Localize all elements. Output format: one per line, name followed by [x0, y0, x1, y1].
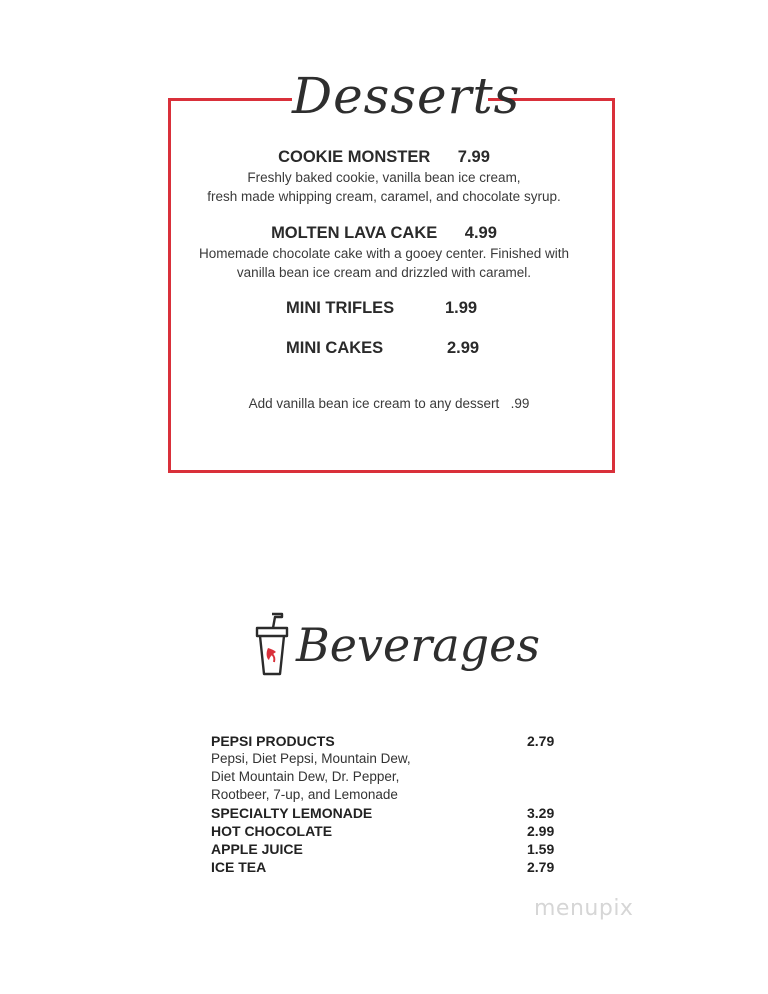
dessert-item-molten-lava-cake — [0, 224, 768, 282]
dessert-name-mini-cakes: MINI CAKES — [286, 339, 384, 357]
beverage-row-specialty-lemonade — [211, 804, 571, 822]
beverage-row-ice-tea — [211, 858, 571, 876]
beverage-name: APPLE JUICE — [211, 841, 303, 857]
beverages-list — [211, 732, 571, 876]
beverage-price: 1.59 — [527, 841, 555, 857]
dessert-price: 4.99 — [464, 224, 497, 242]
beverage-row-hot-chocolate — [211, 822, 571, 840]
beverages-title: Beverages — [296, 618, 540, 672]
dessert-description-line: Homemade chocolate cake with a gooey center. Finished with — [199, 246, 569, 261]
desserts-title: Desserts — [292, 56, 488, 136]
beverage-description-line: Pepsi, Diet Pepsi, Mountain Dew, — [211, 751, 411, 766]
beverage-price: 2.79 — [527, 733, 555, 749]
beverage-row-apple-juice — [211, 840, 571, 858]
beverage-name: SPECIALTY LEMONADE — [211, 805, 373, 821]
beverage-price: 3.29 — [527, 805, 555, 821]
dessert-price-mini-trifles: 1.99 — [445, 299, 478, 317]
beverage-description-line: Diet Mountain Dew, Dr. Pepper, — [211, 769, 400, 784]
dessert-addon — [0, 396, 768, 411]
dessert-description-line: fresh made whipping cream, caramel, and chocolate syrup. — [207, 188, 561, 204]
addon-text: Add vanilla bean ice cream to any dessert — [248, 396, 500, 411]
dessert-name: COOKIE MONSTER — [278, 148, 431, 166]
dessert-description-line: Freshly baked cookie, vanilla bean ice cream, — [247, 170, 521, 185]
beverage-price: 2.99 — [527, 823, 555, 839]
beverage-row-pepsi-products — [211, 732, 571, 750]
beverages-header — [252, 608, 540, 688]
dessert-description-line: vanilla bean ice cream and drizzled with caramel. — [236, 264, 532, 280]
dessert-item-cookie-monster — [0, 148, 768, 206]
dessert-name-mini-trifles: MINI TRIFLES — [286, 299, 395, 317]
dessert-price-mini-cakes: 2.99 — [447, 339, 480, 357]
dessert-price: 7.99 — [457, 148, 490, 166]
beverage-name: PEPSI PRODUCTS — [211, 733, 335, 749]
beverage-name: ICE TEA — [211, 859, 267, 875]
beverage-description-line: Rootbeer, 7-up, and Lemonade — [211, 787, 398, 802]
dessert-name: MOLTEN LAVA CAKE — [271, 224, 438, 242]
beverage-name: HOT CHOCOLATE — [211, 823, 333, 839]
addon-price: .99 — [510, 396, 530, 411]
menupix-watermark: menupix — [534, 896, 634, 921]
beverage-price: 2.79 — [527, 859, 555, 875]
soda-cup-icon — [252, 612, 290, 678]
